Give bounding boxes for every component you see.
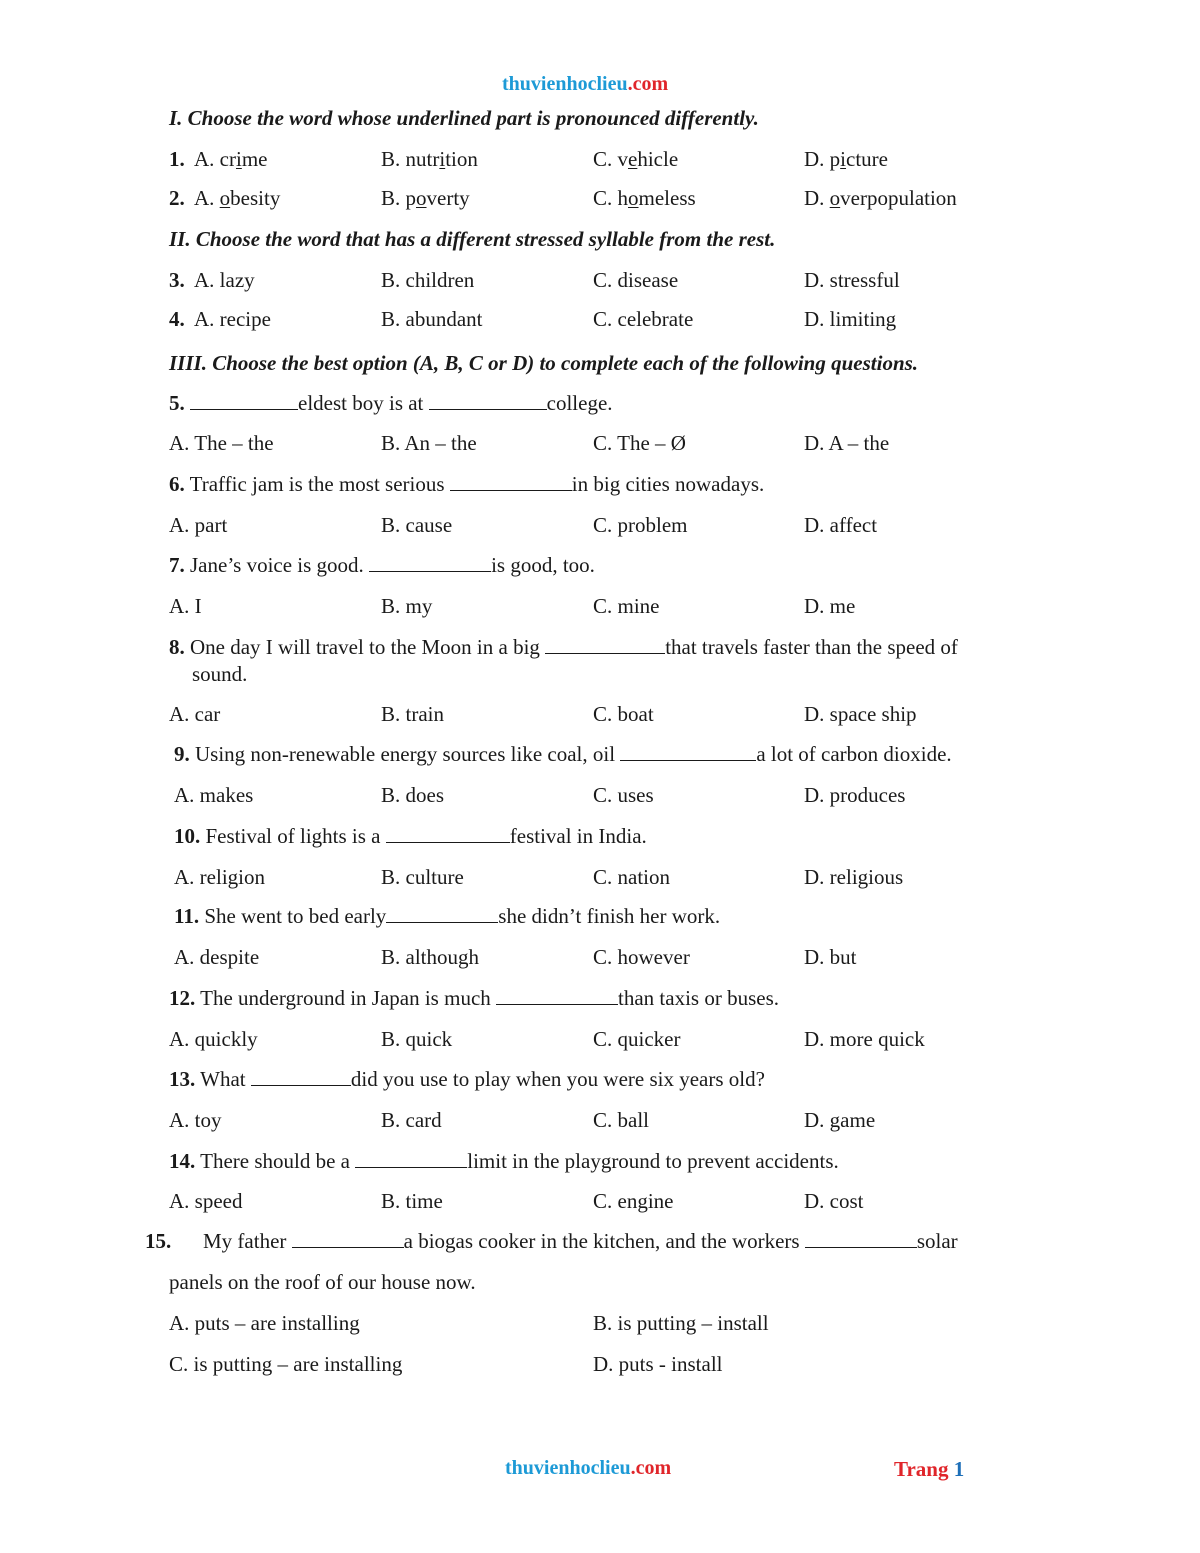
question-12-option-c: C. quicker bbox=[593, 1027, 681, 1051]
question-1-number: 1. bbox=[169, 147, 185, 171]
page-number bbox=[894, 1457, 964, 1482]
question-8-option-a: A. car bbox=[169, 702, 221, 726]
question-6-option-d: D. affect bbox=[804, 513, 878, 537]
question-11-option-d: D. but bbox=[804, 945, 857, 969]
question-11-stem: 11. She went to bed early she didn’t finish her work. bbox=[174, 904, 721, 928]
question-6-option-c: C. problem bbox=[593, 513, 688, 537]
question-15-number: 15. bbox=[145, 1229, 172, 1253]
question-4-number: 4. bbox=[169, 307, 185, 331]
question-8-stem: 8. One day I will travel to the Moon in a big that travels faster than the speed of bbox=[169, 635, 958, 659]
question-14-option-d: D. cost bbox=[804, 1189, 864, 1213]
question-12-option-d: D. more quick bbox=[804, 1027, 925, 1051]
section-3-heading: IIII. Choose the best option (A, B, C or D) to complete each of the following questions. bbox=[169, 351, 919, 375]
question-9-option-a: A. makes bbox=[174, 783, 254, 807]
question-12-option-a: A. quickly bbox=[169, 1027, 258, 1051]
question-7-option-b: B. my bbox=[381, 594, 433, 618]
question-13-option-b: B. card bbox=[381, 1108, 442, 1132]
answer-blank bbox=[450, 473, 572, 491]
question-12-stem: 12. The underground in Japan is much than taxis or buses. bbox=[169, 986, 779, 1010]
page-label: Trang bbox=[894, 1457, 949, 1481]
question-3-option-d: D. stressful bbox=[804, 268, 900, 292]
question-3-number: 3. bbox=[169, 268, 185, 292]
footer-brand bbox=[505, 1457, 671, 1480]
section-2-heading: II. Choose the word that has a different stressed syllable from the rest. bbox=[169, 227, 776, 251]
question-7-option-a: A. I bbox=[169, 594, 202, 618]
question-11-option-c: C. however bbox=[593, 945, 690, 969]
header-brand-domain: .com bbox=[627, 73, 669, 95]
question-4-option-b: B. abundant bbox=[381, 307, 483, 331]
question-15-option-a: A. puts – are installing bbox=[169, 1311, 360, 1335]
question-13-option-c: C. ball bbox=[593, 1108, 649, 1132]
question-1-option-a: A. crime bbox=[194, 147, 268, 171]
question-1-option-d: D. picture bbox=[804, 147, 888, 171]
question-10-option-c: C. nation bbox=[593, 865, 670, 889]
answer-blank bbox=[251, 1068, 351, 1086]
question-1-option-c: C. vehicle bbox=[593, 147, 679, 171]
question-8-option-b: B. train bbox=[381, 702, 444, 726]
answer-blank bbox=[190, 392, 298, 410]
question-3-option-c: C. disease bbox=[593, 268, 679, 292]
question-5-option-d: D. A – the bbox=[804, 431, 890, 455]
question-14-option-b: B. time bbox=[381, 1189, 443, 1213]
answer-blank bbox=[386, 825, 510, 843]
question-10-option-a: A. religion bbox=[174, 865, 265, 889]
question-10-option-d: D. religious bbox=[804, 865, 904, 889]
question-9-stem: 9. Using non-renewable energy sources like coal, oil a lot of carbon dioxide. bbox=[174, 742, 952, 766]
question-7-option-c: C. mine bbox=[593, 594, 660, 618]
question-11-option-a: A. despite bbox=[174, 945, 260, 969]
answer-blank bbox=[429, 392, 547, 410]
footer-brand-name: thuvienhoclieu bbox=[505, 1457, 631, 1479]
question-2-number: 2. bbox=[169, 186, 185, 210]
header-brand bbox=[502, 73, 668, 96]
question-14-stem: 14. There should be a limit in the playground to prevent accidents. bbox=[169, 1149, 839, 1173]
question-6-option-b: B. cause bbox=[381, 513, 453, 537]
question-9-option-d: D. produces bbox=[804, 783, 906, 807]
answer-blank bbox=[386, 905, 498, 923]
question-8-stem-continued: sound. bbox=[192, 662, 248, 686]
question-10-option-b: B. culture bbox=[381, 865, 464, 889]
question-4-option-d: D. limiting bbox=[804, 307, 897, 331]
answer-blank bbox=[620, 743, 756, 761]
question-6-stem: 6. Traffic jam is the most serious in big cities nowadays. bbox=[169, 472, 765, 496]
question-9-option-c: C. uses bbox=[593, 783, 654, 807]
section-1-heading: I. Choose the word whose underlined part is pronounced differently. bbox=[169, 106, 759, 130]
question-5-option-b: B. An – the bbox=[381, 431, 477, 455]
footer-brand-domain: .com bbox=[630, 1457, 672, 1479]
question-5-option-c: C. The – Ø bbox=[593, 431, 686, 455]
question-15-option-c: C. is putting – are installing bbox=[169, 1352, 403, 1376]
question-11-option-b: B. although bbox=[381, 945, 479, 969]
answer-blank bbox=[496, 987, 618, 1005]
question-1-option-b: B. nutrition bbox=[381, 147, 478, 171]
question-3-option-b: B. children bbox=[381, 268, 475, 292]
answer-blank bbox=[355, 1150, 467, 1168]
question-15-option-d: D. puts - install bbox=[593, 1352, 723, 1376]
page-number-value: 1 bbox=[953, 1457, 965, 1481]
question-15-stem: My father a biogas cooker in the kitchen, and the workers solar bbox=[203, 1229, 958, 1253]
question-3-option-a: A. lazy bbox=[194, 268, 255, 292]
question-13-option-d: D. game bbox=[804, 1108, 876, 1132]
question-7-stem: 7. Jane’s voice is good. is good, too. bbox=[169, 553, 595, 577]
question-6-option-a: A. part bbox=[169, 513, 228, 537]
answer-blank bbox=[805, 1230, 917, 1248]
question-8-option-d: D. space ship bbox=[804, 702, 917, 726]
answer-blank bbox=[292, 1230, 404, 1248]
question-15-stem-continued: panels on the roof of our house now. bbox=[169, 1270, 476, 1294]
question-8-option-c: C. boat bbox=[593, 702, 654, 726]
question-10-stem: 10. Festival of lights is a festival in India. bbox=[174, 824, 647, 848]
question-13-option-a: A. toy bbox=[169, 1108, 222, 1132]
question-2-option-a: A. obesity bbox=[194, 186, 281, 210]
header-brand-name: thuvienhoclieu bbox=[502, 73, 628, 95]
question-4-option-a: A. recipe bbox=[194, 307, 271, 331]
answer-blank bbox=[545, 636, 665, 654]
question-4-option-c: C. celebrate bbox=[593, 307, 694, 331]
question-7-option-d: D. me bbox=[804, 594, 856, 618]
question-2-option-c: C. homeless bbox=[593, 186, 696, 210]
question-2-option-b: B. poverty bbox=[381, 186, 470, 210]
question-5-stem: 5. eldest boy is at college. bbox=[169, 391, 613, 415]
question-2-option-d: D. overpopulation bbox=[804, 186, 957, 210]
question-14-option-c: C. engine bbox=[593, 1189, 674, 1213]
question-15-option-b: B. is putting – install bbox=[593, 1311, 769, 1335]
question-13-stem: 13. What did you use to play when you were six years old? bbox=[169, 1067, 765, 1091]
question-14-option-a: A. speed bbox=[169, 1189, 243, 1213]
answer-blank bbox=[369, 554, 491, 572]
question-12-option-b: B. quick bbox=[381, 1027, 453, 1051]
question-5-option-a: A. The – the bbox=[169, 431, 274, 455]
question-9-option-b: B. does bbox=[381, 783, 444, 807]
